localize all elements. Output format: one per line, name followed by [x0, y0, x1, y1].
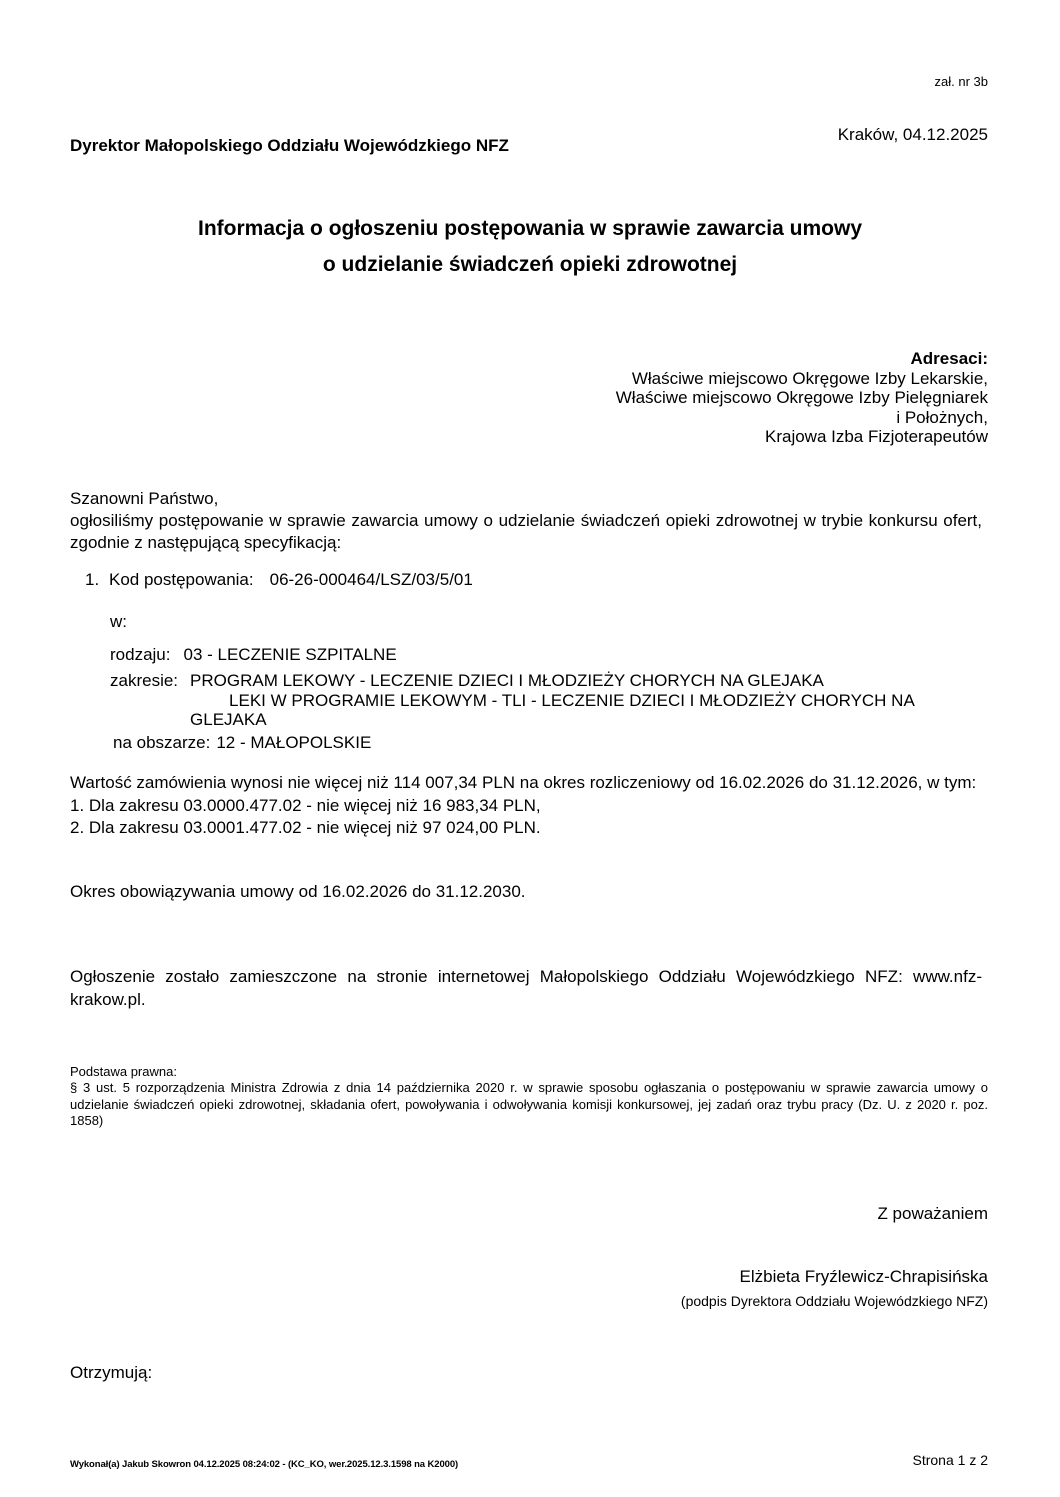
addressee-line: Właściwe miejscowo Okręgowe Izby Pielęgniarek	[615, 388, 988, 407]
intro-block	[70, 488, 988, 554]
contract-period: Okres obowiązywania umowy od 16.02.2026 do 31.12.2030.	[70, 882, 526, 901]
procedure-scope-row	[110, 671, 915, 730]
order-value-intro: Wartość zamówienia wynosi nie więcej niż 114 007,34 PLN na okres rozliczeniowy od 16.02.2026 do 31.12.2026, w tym:	[70, 773, 977, 792]
scope-line: LEKI W PROGRAMIE LEKOWYM - TLI - LECZENIE DZIECI I MŁODZIEŻY CHORYCH NA	[229, 690, 915, 710]
recipients-label: Otrzymują:	[70, 1363, 153, 1382]
order-value-item: 1. Dla zakresu 03.0000.477.02 - nie więcej niż 16 983,34 PLN,	[70, 795, 541, 815]
order-value-item: 2. Dla zakresu 03.0001.477.02 - nie więcej niż 97 024,00 PLN.	[70, 818, 541, 837]
closing: Z poważaniem	[877, 1204, 988, 1223]
procedure-area-row	[113, 733, 371, 753]
signature-name: Elżbieta Fryźlewicz-Chrapisińska	[739, 1267, 988, 1286]
order-value-block	[70, 772, 988, 840]
addressee-line: Właściwe miejscowo Okręgowe Izby Lekarskie,	[631, 368, 988, 388]
addressee-line: i Położnych,	[896, 407, 988, 427]
addressees-label: Adresaci:	[910, 349, 988, 368]
legal-basis-block	[70, 1064, 988, 1129]
footer-generated-by: Wykonał(a) Jakub Skowron 04.12.2025 08:24:02 - (KC_KO, wer.2025.12.3.1598 na K2000)	[70, 1459, 459, 1470]
procedure-item-number: 1.	[85, 570, 100, 589]
document-title-line-2: o udzielanie świadczeń opieki zdrowotnej	[322, 253, 738, 276]
procedure-type-label: rodzaju:	[110, 645, 171, 664]
document-title-line-1: Informacja o ogłoszeniu postępowania w sprawie zawarcia umowy	[198, 217, 862, 240]
procedure-type-row	[110, 645, 397, 665]
signature-caption: (podpis Dyrektora Oddziału Wojewódzkiego NFZ)	[680, 1293, 988, 1309]
procedure-code-row	[85, 570, 473, 590]
procedure-scope-value	[190, 671, 915, 730]
procedure-code-value: 06-26-000464/LSZ/03/5/01	[269, 570, 473, 589]
publication-paragraph: Ogłoszenie zostało zamieszczone na stronie internetowej Małopolskiego Oddziału Wojewódzkiego NFZ: www.nfz-krakow.pl.	[70, 967, 982, 1009]
legal-basis-label: Podstawa prawna:	[70, 1064, 177, 1079]
addressees-block	[616, 349, 988, 447]
procedure-area-label: na obszarze:	[113, 733, 211, 752]
procedure-code-label: Kod postępowania:	[109, 570, 254, 589]
scope-line: PROGRAM LEKOWY - LECZENIE DZIECI I MŁODZIEŻY CHORYCH NA GLEJAKA	[190, 671, 824, 690]
attachment-ref: zał. nr 3b	[934, 74, 988, 89]
legal-basis-text: § 3 ust. 5 rozporządzenia Ministra Zdrowia z dnia 14 października 2020 r. w sprawie sposobu ogłaszania o postępowaniu w sprawie zawarcia umowy o udzielanie świadczeń opieki zdrowotnej, składania ofert, powoływania i odwoływania komisji konkursowej, jej zadań oraz trybu pracy (Dz. U. z 2020 r. poz. 1858)	[70, 1080, 988, 1128]
scope-line: GLEJAKA	[190, 710, 267, 729]
intro-paragraph: ogłosiliśmy postępowanie w sprawie zawarcia umowy o udzielanie świadczeń opieki zdrowotnej w trybie konkursu ofert, zgodnie z następującą specyfikacją:	[70, 511, 982, 552]
salutation: Szanowni Państwo,	[70, 489, 219, 508]
document-title	[0, 211, 1060, 283]
procedure-area-value: 12 - MAŁOPOLSKIE	[216, 733, 372, 752]
addressee-line: Krajowa Izba Fizjoterapeutów	[764, 427, 988, 446]
footer-page-number: Strona 1 z 2	[912, 1452, 988, 1468]
procedure-in-label: w:	[110, 612, 127, 631]
sender-title: Dyrektor Małopolskiego Oddziału Wojewódzkiego NFZ	[70, 136, 509, 155]
procedure-type-value: 03 - LECZENIE SZPITALNE	[183, 645, 397, 664]
place-date: Kraków, 04.12.2025	[837, 125, 988, 144]
procedure-scope-label: zakresie:	[110, 671, 179, 690]
